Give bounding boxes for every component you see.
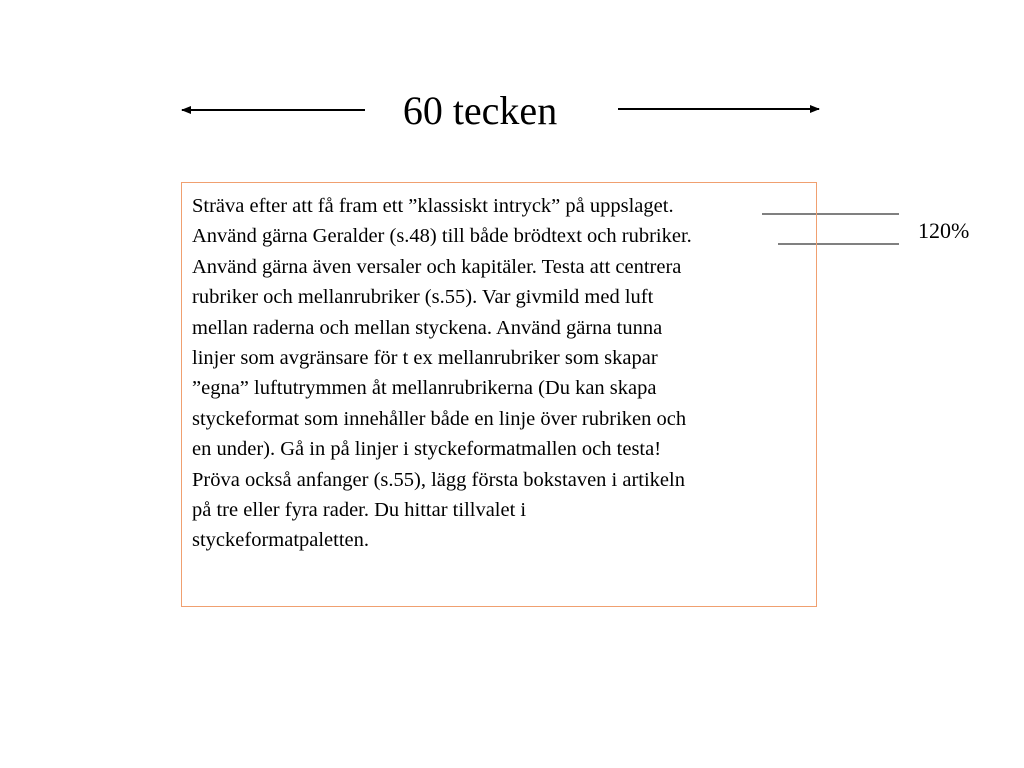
text-frame	[181, 182, 817, 607]
body-line: styckeformatpaletten.	[192, 529, 370, 552]
body-line: rubriker och mellanrubriker (s.55). Var givmild med luft	[192, 286, 654, 309]
body-line: ”egna” luftutrymmen åt mellanrubrikerna (Du kan skapa	[192, 377, 657, 400]
body-line: på tre eller fyra rader. Du hittar tillvalet i	[192, 499, 527, 522]
leading-label: 120%	[918, 218, 970, 243]
body-line: en under). Gå in på linjer i styckeformatmallen och testa!	[192, 438, 662, 461]
body-line: styckeformat som innehåller både en linje över rubriken och	[192, 407, 687, 430]
body-line: linjer som avgränsare för t ex mellanrubriker som skapar	[192, 347, 658, 370]
body-line: Pröva också anfanger (s.55), lägg första bokstaven i artikeln	[192, 468, 685, 491]
body-line: Använd gärna Geralder (s.48) till både brödtext och rubriker.	[192, 225, 692, 248]
body-line: mellan raderna och mellan styckena. Använd gärna tunna	[192, 316, 663, 339]
width-label: 60 tecken	[402, 88, 558, 133]
body-line: Använd gärna även versaler och kapitäler. Testa att centrera	[192, 255, 682, 278]
body-text	[192, 191, 817, 556]
body-line: Sträva efter att få fram ett ”klassiskt intryck” på uppslaget.	[192, 195, 674, 217]
